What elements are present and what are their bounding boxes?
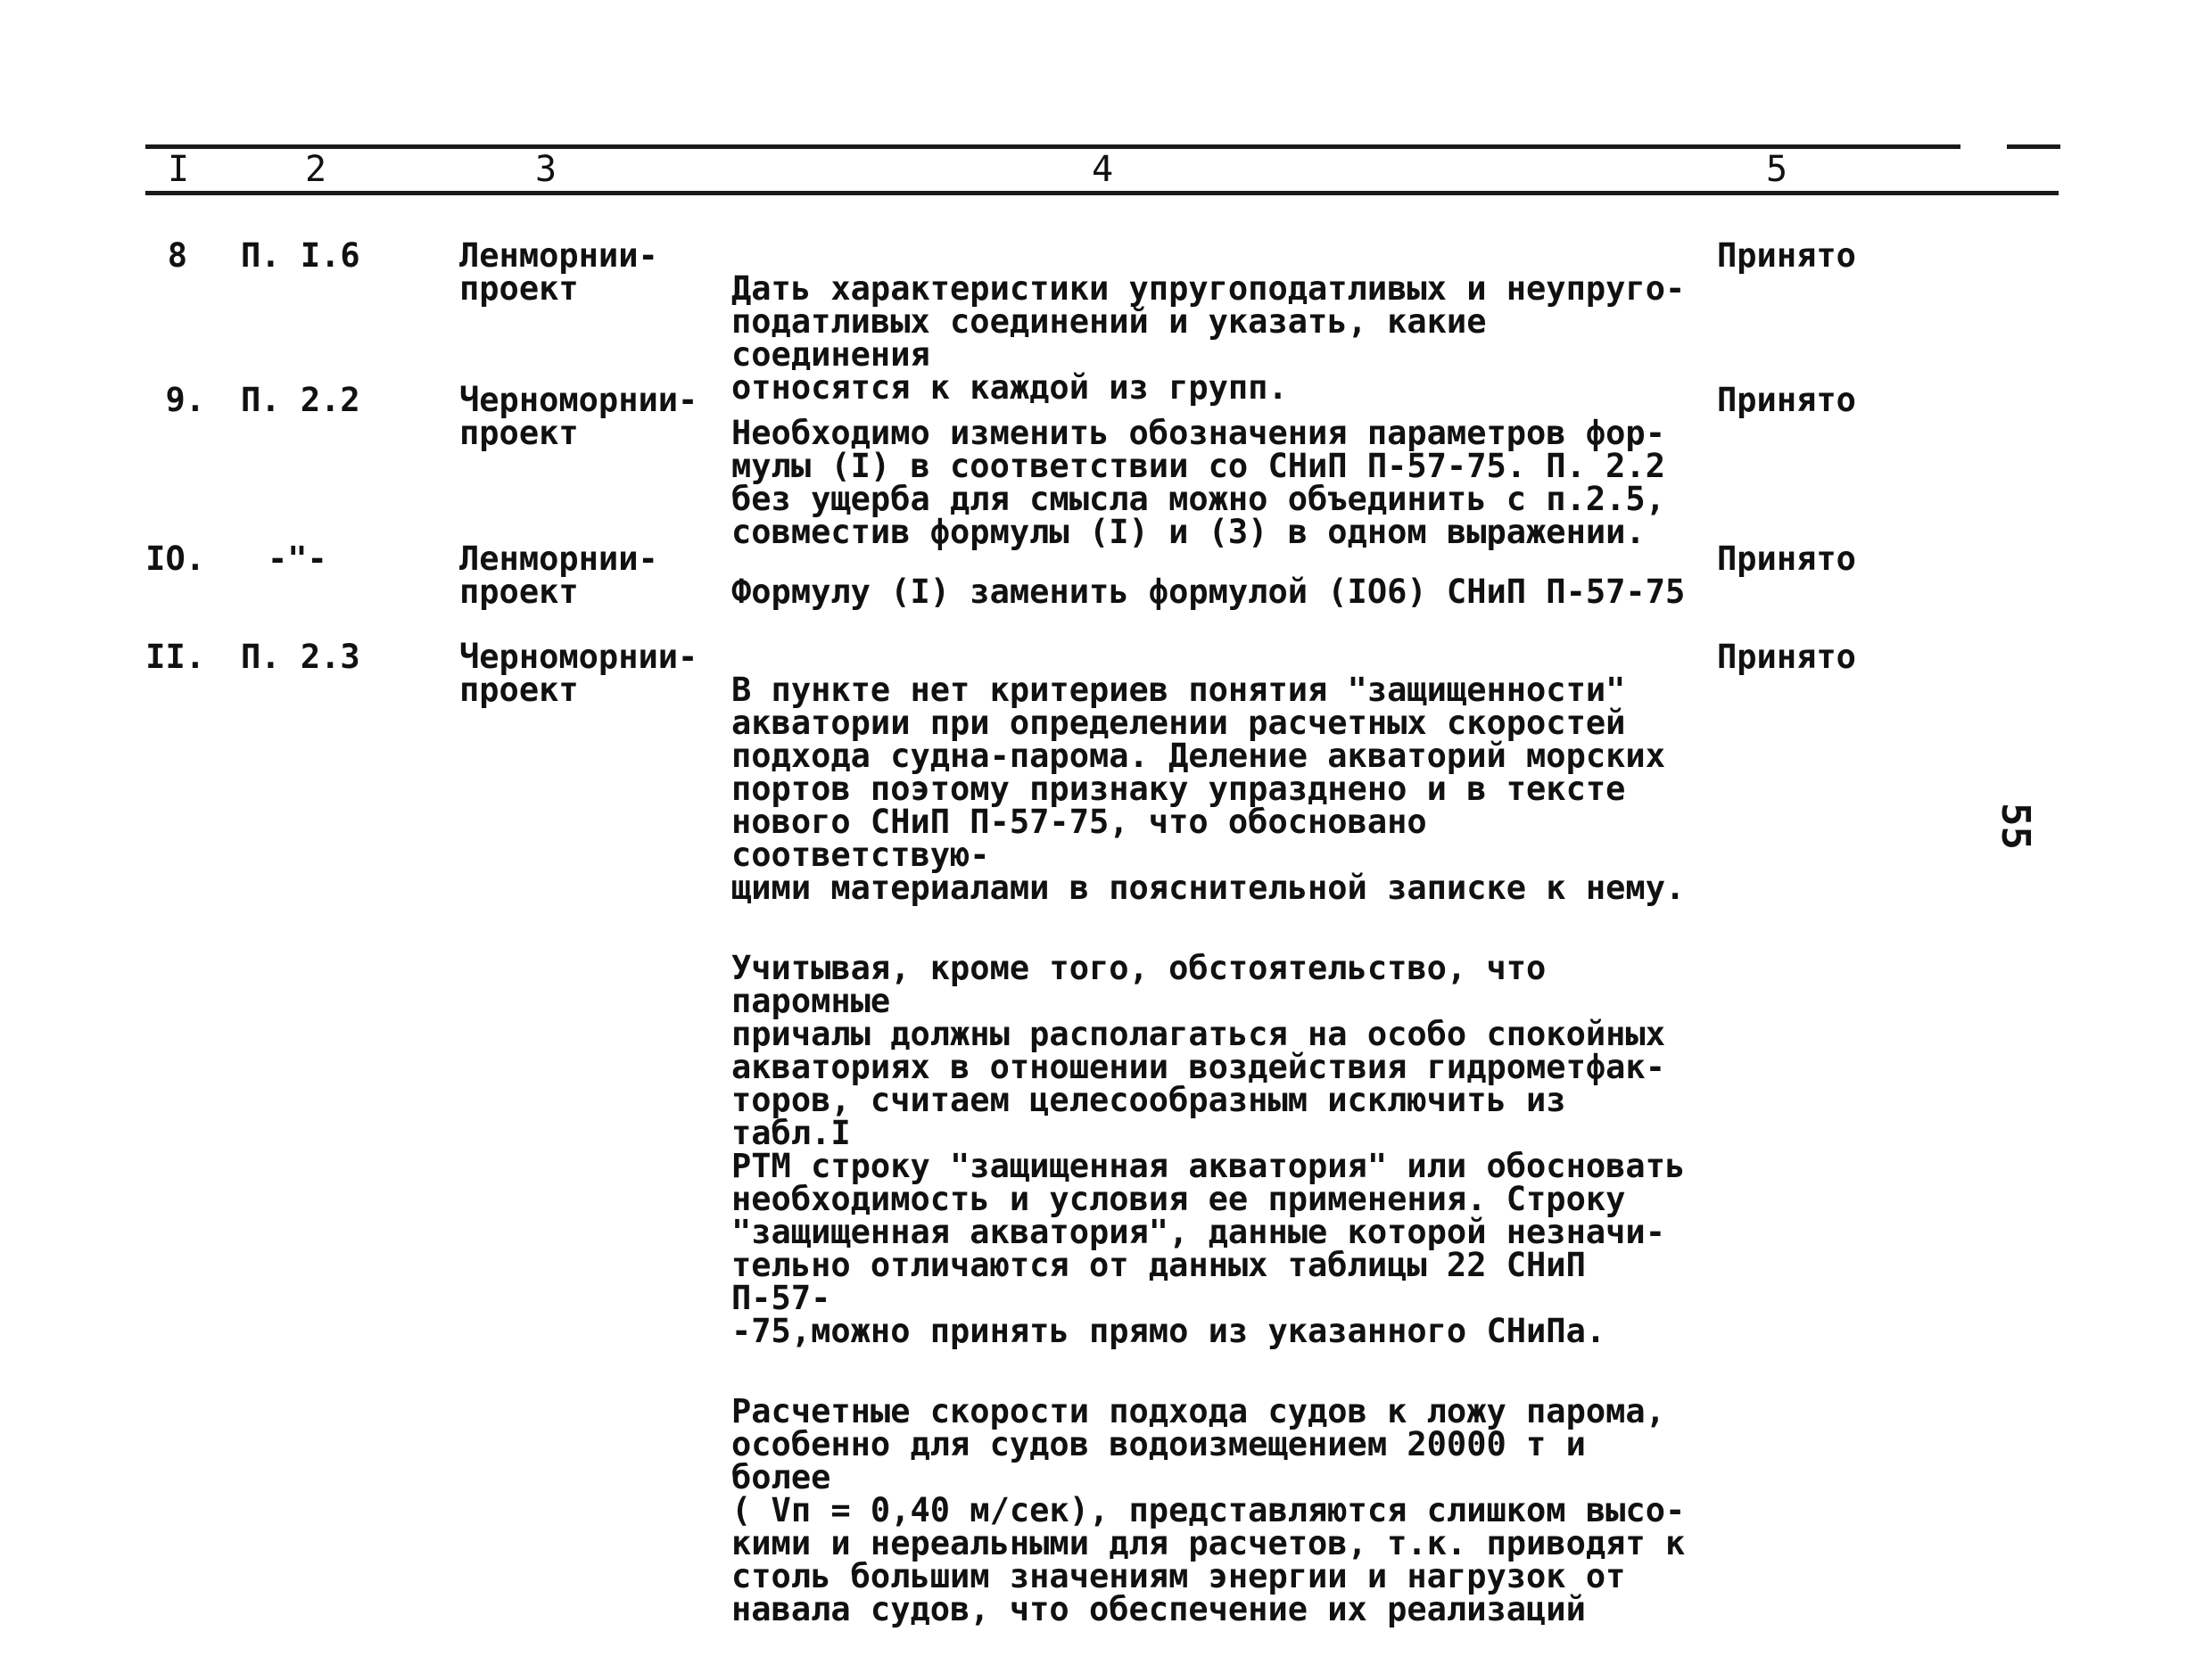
row-organization: Черноморнии- проект bbox=[459, 381, 698, 452]
row-clause: П. 2.2 bbox=[241, 381, 360, 419]
row-number: 8 bbox=[167, 236, 187, 275]
column-number-4: 4 bbox=[1092, 149, 1114, 190]
row-organization: Ленморнии- проект bbox=[459, 236, 658, 308]
row-remark bbox=[731, 542, 1695, 655]
remark-paragraph: Необходимо изменить обозначения параметров фор- мулы (I) в соответствии со СНиП П-57-75. П. 2.2 без ущерба для смысла можно объединить с п.2.5, совместив формулы (I) и (3) в одном выражении. bbox=[731, 414, 1665, 551]
table-top-rule bbox=[145, 144, 1960, 149]
remark-paragraph: В пункте нет критериев понятия "защищенности" акватории при определении расчетных скоростей подхода судна-парома. Деление акваторий морских портов поэтому признаку упразднено и в тексте нового СНиП П-57-75, что обосновано соответствую- щими материалами в пояснительной записке к нему. bbox=[731, 671, 1686, 907]
column-number-1: I bbox=[168, 149, 190, 190]
row-number: 9. bbox=[165, 381, 205, 419]
page-number: 55 bbox=[1993, 803, 2038, 850]
row-clause: -"- bbox=[268, 540, 327, 578]
row-decision: Принято bbox=[1717, 381, 1856, 419]
row-organization: Черноморнии- проект bbox=[459, 638, 698, 709]
remark-paragraph: Дать характеристики упругоподатливых и неупруго- податливых соединений и указать, какие соединения относятся к каждой из групп. bbox=[731, 269, 1686, 407]
remark-paragraph: Формулу (I) заменить формулой (IO6) СНиП П-57-75 bbox=[731, 573, 1686, 611]
column-number-5: 5 bbox=[1766, 149, 1788, 190]
table-header-rule bbox=[145, 191, 2059, 195]
remark-paragraph: Учитывая, кроме того, обстоятельство, что паромные причалы должны располагаться на особо спокойных акваториях в отношении воздействия гидрометфак- торов, считаем целесообразным исключить из табл.I РТМ строку "защищенная акватория" или обосновать необходимость и условия ее применения. Строку "защищенная акватория", данные которой незначи- тельно отличаются от данных таблицы 22 СНиП П-57- -75,можно принять прямо из указанного СНиПа. bbox=[731, 949, 1686, 1350]
row-remark bbox=[731, 640, 1695, 1673]
row-organization: Ленморнии- проект bbox=[459, 540, 658, 611]
column-number-2: 2 bbox=[305, 149, 327, 190]
row-clause: П. I.6 bbox=[241, 236, 360, 275]
row-number: IO. bbox=[145, 540, 205, 578]
table-top-rule-tail bbox=[2007, 144, 2060, 149]
row-clause: П. 2.3 bbox=[241, 638, 360, 676]
row-decision: Принято bbox=[1717, 540, 1856, 578]
column-number-3: 3 bbox=[535, 149, 557, 190]
row-number: II. bbox=[145, 638, 205, 676]
remark-paragraph: Расчетные скорости подхода судов к ложу парома, особенно для судов водоизмещением 20000 т и более ( Vп = 0,40 м/сек), представляются слишком высо- кими и нереальными для расчетов, т.к. приводят к столь большим значениям энергии и нагрузок от навала судов, что обеспечение их реализаций bbox=[731, 1392, 1686, 1628]
row-decision: Принято bbox=[1717, 236, 1856, 275]
row-decision: Принято bbox=[1717, 638, 1856, 676]
